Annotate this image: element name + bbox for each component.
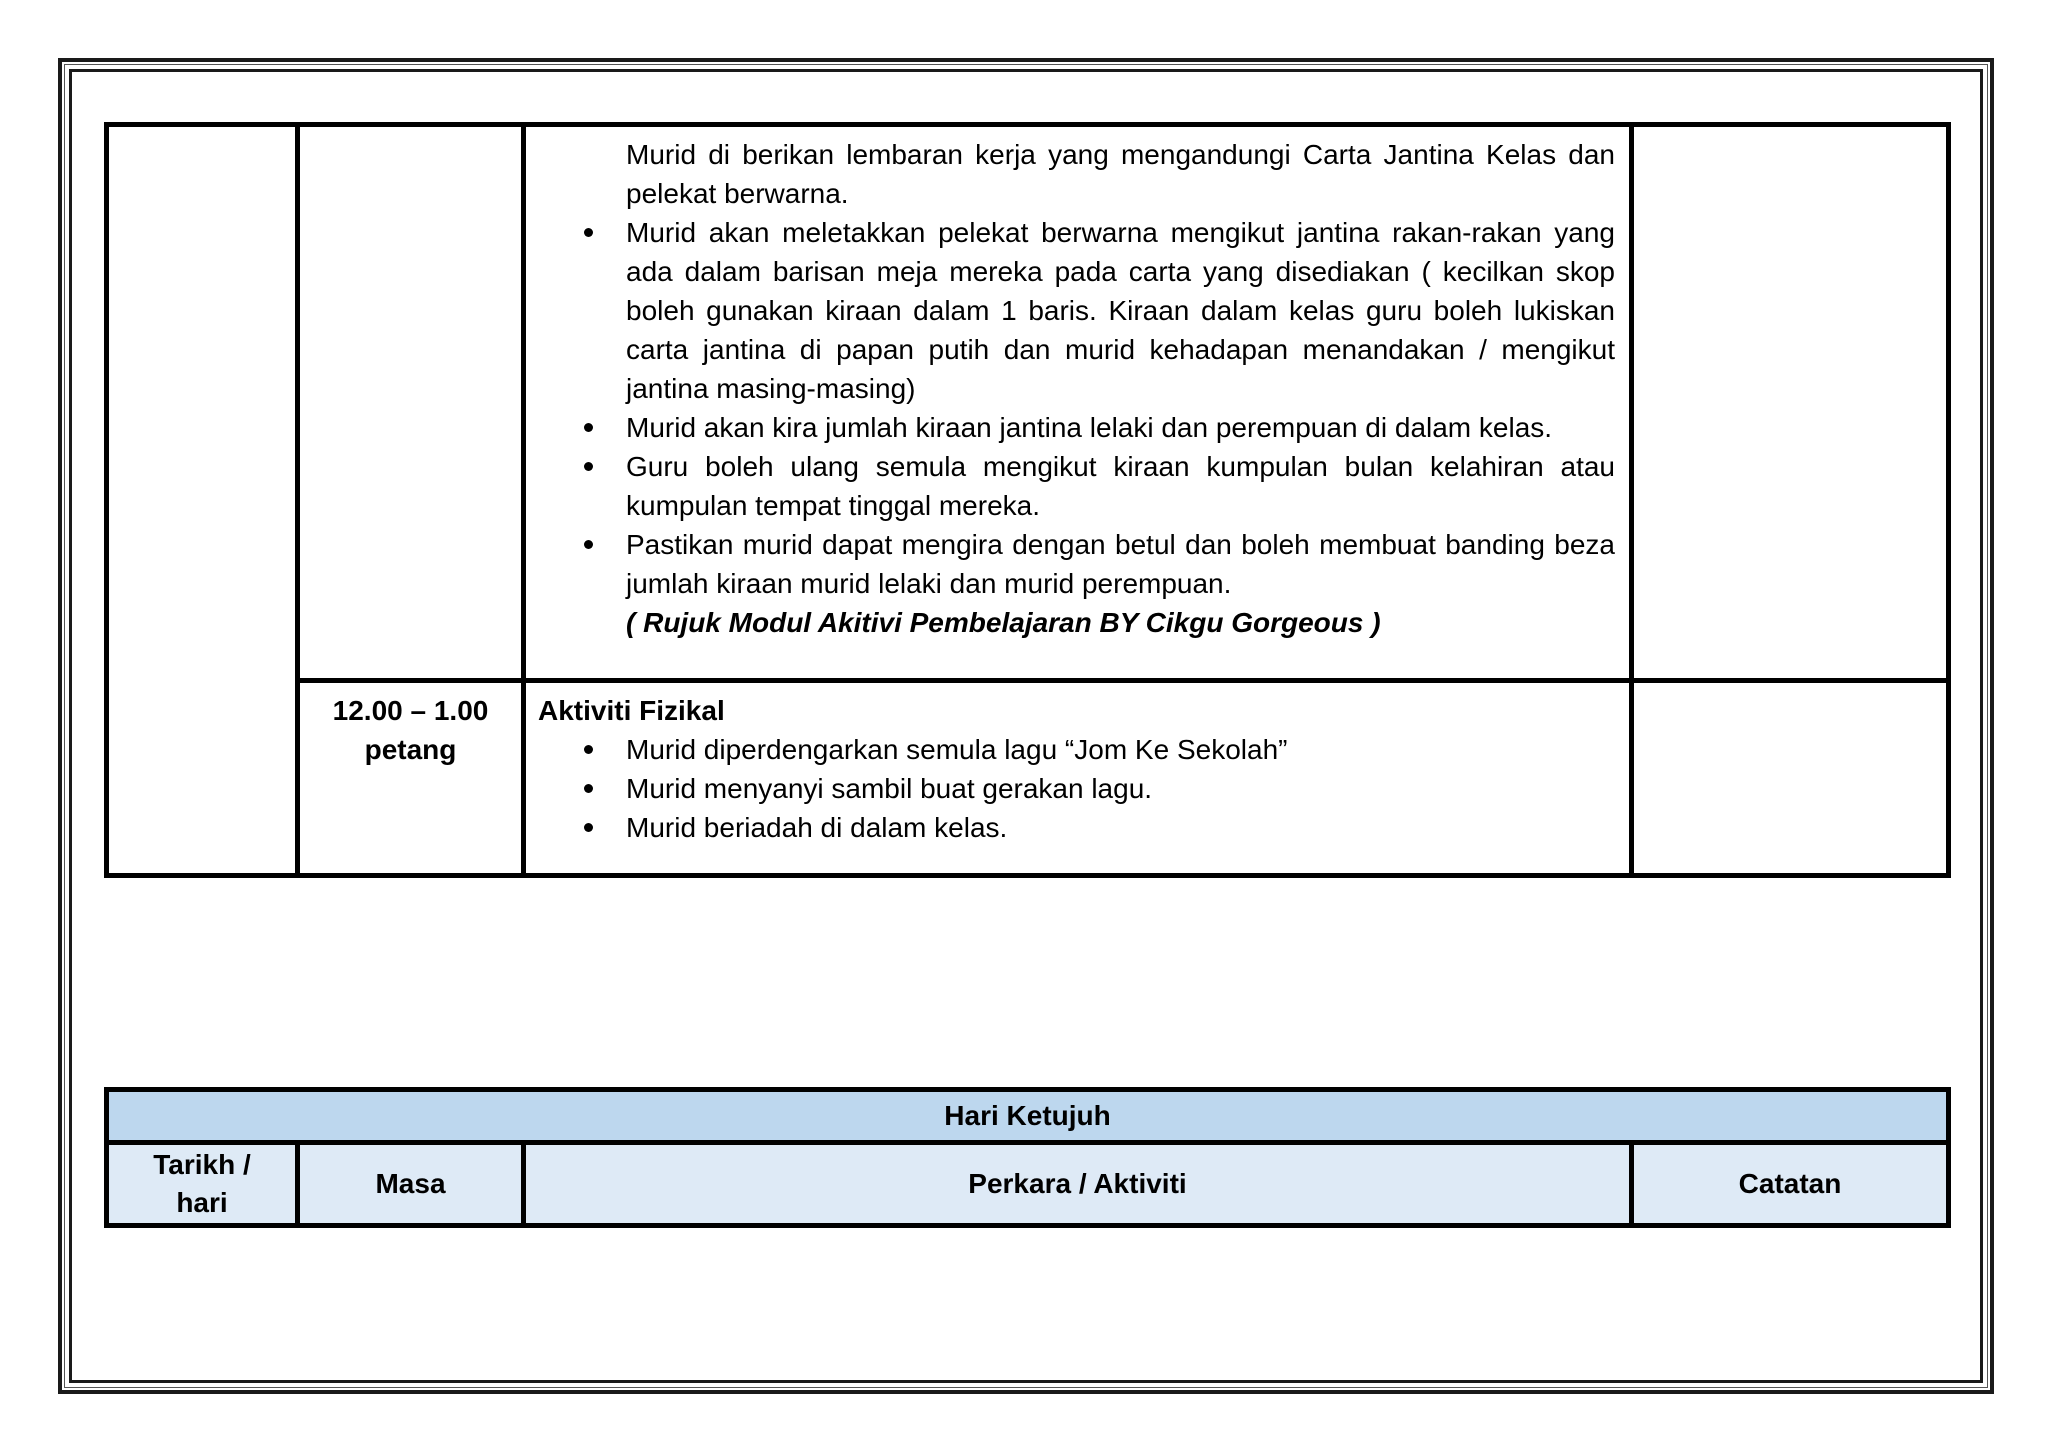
activity-heading: Aktiviti Fizikal (538, 695, 725, 726)
time-cell (298, 125, 524, 681)
table-row (107, 125, 1949, 681)
header-time: Masa (298, 1143, 524, 1226)
time-period: petang (364, 734, 457, 765)
notes-cell (1632, 125, 1949, 681)
list-item: Murid diperdengarkan semula lagu “Jom Ke Sekolah” (538, 730, 1615, 769)
table-title-row (107, 1090, 1949, 1143)
table-header-row (107, 1143, 1949, 1226)
date-cell (107, 125, 298, 876)
bullet-icon (584, 540, 593, 549)
header-notes: Catatan (1632, 1143, 1949, 1226)
activity-intro: Murid di berikan lembaran kerja yang mengandungi Carta Jantina Kelas dan pelekat berwarna. (626, 139, 1615, 209)
bullet-icon (584, 823, 593, 832)
activity-list (538, 730, 1615, 847)
header-activity: Perkara / Aktiviti (524, 1143, 1632, 1226)
lesson-table (104, 122, 1951, 878)
time-range: 12.00 – 1.00 (332, 695, 489, 726)
bullet-icon (584, 462, 593, 471)
bullet-icon (584, 423, 593, 432)
list-item: Murid akan kira jumlah kiraan jantina lelaki dan perempuan di dalam kelas. (538, 408, 1615, 447)
bullet-icon (584, 784, 593, 793)
list-item: Pastikan murid dapat mengira dengan betul dan boleh membuat banding beza jumlah kiraan murid lelaki dan murid perempuan. (538, 525, 1615, 603)
day-title: Hari Ketujuh (107, 1090, 1949, 1143)
activity-cell (524, 125, 1632, 681)
list-item: Murid menyanyi sambil buat gerakan lagu. (538, 769, 1615, 808)
list-item: Murid beriadah di dalam kelas. (538, 808, 1615, 847)
time-cell (298, 681, 524, 876)
bullet-icon (584, 745, 593, 754)
activity-list (538, 213, 1615, 603)
header-date: Tarikh / hari (107, 1143, 298, 1226)
module-reference: ( Rujuk Modul Akitivi Pembelajaran BY Cikgu Gorgeous ) (626, 607, 1381, 638)
activity-cell (524, 681, 1632, 876)
list-item: Murid akan meletakkan pelekat berwarna mengikut jantina rakan-rakan yang ada dalam barisan meja mereka pada carta yang disediakan ( kecilkan skop boleh gunakan kiraan dalam 1 baris. Kiraan dalam kelas guru boleh lukiskan carta jantina di papan putih dan murid kehadapan menandakan / mengikut jantina masing-masing) (538, 213, 1615, 408)
list-item: Guru boleh ulang semula mengikut kiraan kumpulan bulan kelahiran atau kumpulan tempat tinggal mereka. (538, 447, 1615, 525)
table-row (107, 681, 1949, 876)
notes-cell (1632, 681, 1949, 876)
next-day-table (104, 1087, 1951, 1228)
bullet-icon (584, 228, 593, 237)
